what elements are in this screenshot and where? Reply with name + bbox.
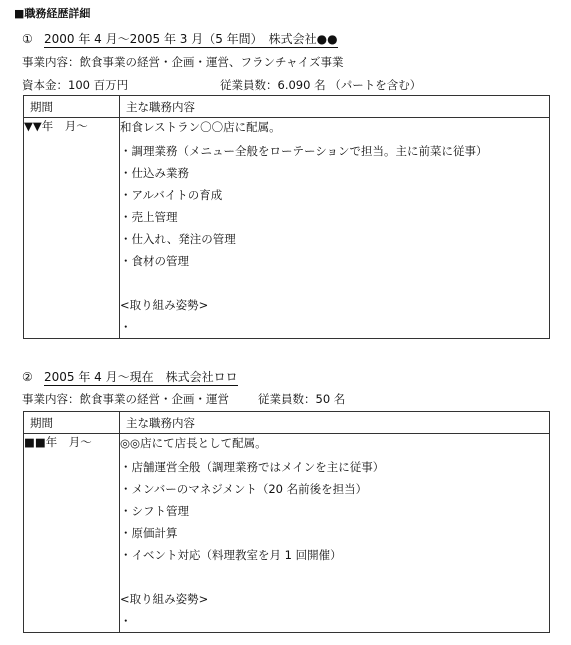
job2-heading-text: 2005 年 4 月～現在 株式会社ロロ bbox=[44, 370, 238, 384]
job2-col-period: 期間 bbox=[24, 412, 120, 434]
job1-heading-text: 2000 年 4 月～2005 年 3 月（5 年間） 株式会社●● bbox=[44, 32, 338, 46]
section-title: ■職務経歴詳細 bbox=[14, 7, 91, 20]
job2-index: ② bbox=[22, 370, 33, 384]
job1-capital-row bbox=[22, 77, 422, 93]
job2-duty: ・店舗運営全般（調理業務ではメインを主に従事） bbox=[120, 460, 385, 474]
job1-capital: 資本金：100 百万円 bbox=[22, 78, 129, 92]
job2-approach-title: <取り組み姿勢> bbox=[120, 592, 209, 606]
job1-content bbox=[120, 118, 550, 339]
job1-index: ① bbox=[22, 32, 33, 46]
job2-heading bbox=[22, 368, 238, 385]
job1-duty: ・売上管理 bbox=[120, 210, 178, 224]
job2-col-duties: 主な職務内容 bbox=[120, 412, 550, 434]
job1-spacer bbox=[120, 272, 549, 294]
job1-table-header bbox=[24, 96, 550, 118]
job2-duty: ・原価計算 bbox=[120, 526, 178, 540]
job1-duty: ・アルバイトの育成 bbox=[120, 188, 223, 202]
job2-content bbox=[120, 434, 550, 633]
job2-table-header bbox=[24, 412, 550, 434]
job2-table bbox=[23, 411, 550, 633]
job2-business-row bbox=[22, 391, 346, 407]
job2-spacer bbox=[120, 566, 549, 588]
job1-table-row bbox=[24, 118, 550, 339]
job2-duty: ・メンバーのマネジメント（20 名前後を担当） bbox=[120, 482, 368, 496]
job2-lead: ◎◎店にて店長として配属。 bbox=[120, 436, 267, 450]
job1-duty: ・仕込み業務 bbox=[120, 166, 189, 180]
job2-employees: 従業員数：50 名 bbox=[258, 392, 346, 406]
job2-duty: ・シフト管理 bbox=[120, 504, 189, 518]
job1-period: ▼▼年 月～ bbox=[24, 118, 120, 339]
job2-duty: ・イベント対応（料理教室を月 1 回開催） bbox=[120, 548, 342, 562]
job1-duty: ・仕入れ、発注の管理 bbox=[120, 232, 236, 246]
job1-approach-title: <取り組み姿勢> bbox=[120, 298, 209, 312]
job1-col-period: 期間 bbox=[24, 96, 120, 118]
job1-lead: 和食レストラン〇〇店に配属。 bbox=[120, 120, 281, 134]
job2-business: 事業内容：飲食事業の経営・企画・運営 bbox=[22, 392, 229, 406]
job2-approach-bullet: ・ bbox=[120, 614, 132, 628]
job2-period: ■■年 月～ bbox=[24, 434, 120, 633]
job1-duty: ・食材の管理 bbox=[120, 254, 189, 268]
job1-duty: ・調理業務（メニュー全般をローテーションで担当。主に前菜に従事） bbox=[120, 144, 488, 158]
job1-approach-bullet: ・ bbox=[120, 320, 132, 334]
job1-employees: 従業員数：6.090 名 （パートを含む） bbox=[220, 78, 422, 92]
job1-table bbox=[23, 95, 550, 339]
job1-business: 事業内容：飲食事業の経営・企画・運営、フランチャイズ事業 bbox=[22, 55, 344, 69]
job2-table-row bbox=[24, 434, 550, 633]
job1-heading bbox=[22, 30, 338, 47]
job1-col-duties: 主な職務内容 bbox=[120, 96, 550, 118]
